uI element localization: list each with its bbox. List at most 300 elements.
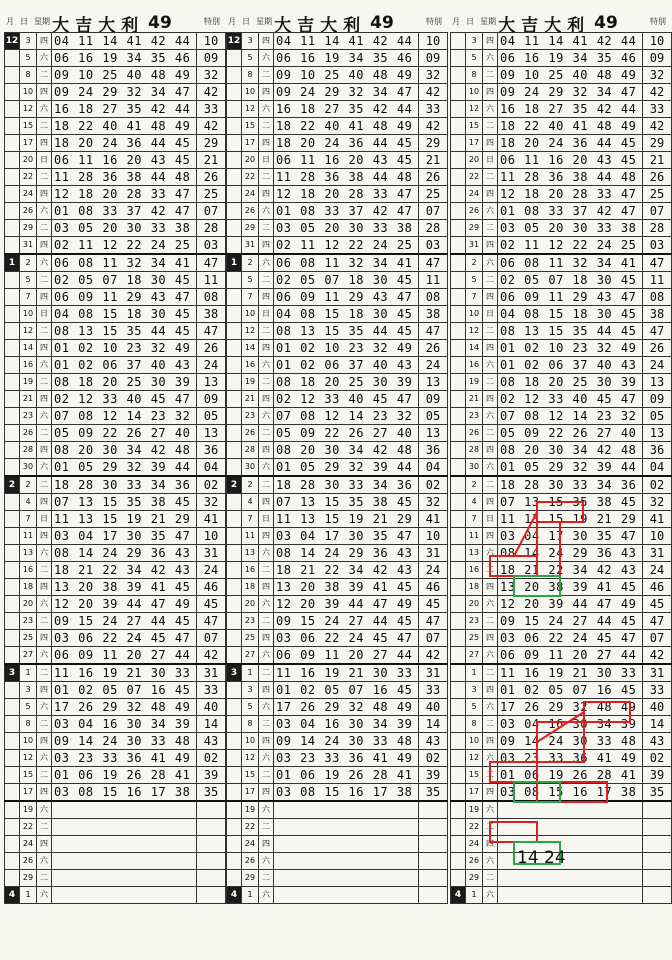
month-cell: [451, 33, 466, 50]
draw-row: [5, 630, 226, 647]
special-cell: 45: [197, 596, 226, 613]
weekday-cell: 二: [483, 870, 498, 887]
special-cell: 45: [419, 596, 448, 613]
month-cell: [451, 67, 466, 84]
month-cell: [451, 101, 466, 118]
day-cell: 19: [242, 801, 259, 819]
special-cell: 11: [197, 272, 226, 289]
weekday-cell: 六: [259, 459, 274, 477]
weekday-cell: 六: [483, 887, 498, 904]
numbers-cell: 02 12 33 40 45 47: [274, 391, 419, 408]
special-cell: 02: [419, 750, 448, 767]
weekday-cell: 日: [259, 306, 274, 323]
month-cell: 12: [5, 33, 20, 50]
day-cell: 30: [466, 459, 483, 477]
special-cell: 03: [197, 237, 226, 255]
special-cell: [643, 801, 672, 819]
special-cell: 13: [197, 425, 226, 442]
draw-row: [5, 203, 226, 220]
numbers-cell: 18 21 22 34 42 43: [498, 562, 643, 579]
draw-row: [451, 118, 672, 135]
numbers-cell: [498, 870, 643, 887]
month-cell: [227, 220, 242, 237]
weekday-cell: 四: [259, 237, 274, 255]
numbers-cell: 04 11 14 41 42 44: [52, 33, 197, 50]
draw-row: [451, 716, 672, 733]
special-cell: 26: [643, 340, 672, 357]
numbers-cell: 06 08 11 32 34 41: [498, 254, 643, 272]
numbers-cell: 12 20 39 44 47 49: [498, 596, 643, 613]
numbers-cell: [52, 853, 197, 870]
title-number: 49: [370, 13, 394, 33]
month-cell: 4: [451, 887, 466, 904]
weekday-cell: 四: [483, 84, 498, 101]
draw-row: [227, 836, 448, 853]
special-cell: 09: [419, 50, 448, 67]
numbers-cell: 03 04 17 30 35 47: [498, 528, 643, 545]
special-cell: 28: [197, 220, 226, 237]
month-cell: [5, 203, 20, 220]
month-cell: [5, 750, 20, 767]
draw-row: [227, 784, 448, 802]
day-cell: 8: [242, 716, 259, 733]
day-cell: 16: [20, 562, 37, 579]
month-cell: [227, 272, 242, 289]
month-cell: [227, 596, 242, 613]
weekday-cell: 六: [37, 357, 52, 374]
weekday-cell: 日: [259, 152, 274, 169]
day-cell: 30: [20, 459, 37, 477]
weekday-cell: 二: [37, 374, 52, 391]
weekday-cell: 六: [37, 254, 52, 272]
special-cell: 42: [643, 118, 672, 135]
weekday-cell: 二: [37, 476, 52, 494]
day-cell: 1: [20, 887, 37, 904]
day-cell: 17: [466, 135, 483, 152]
month-cell: [227, 733, 242, 750]
day-cell: 2: [242, 476, 259, 494]
numbers-cell: 09 10 25 40 48 49: [274, 67, 419, 84]
weekday-cell: 二: [259, 562, 274, 579]
month-cell: [451, 784, 466, 802]
special-cell: 10: [419, 528, 448, 545]
special-cell: 11: [643, 272, 672, 289]
month-cell: [5, 340, 20, 357]
weekday-cell: 二: [483, 272, 498, 289]
draw-row: [227, 819, 448, 836]
month-cell: [227, 340, 242, 357]
month-cell: [5, 272, 20, 289]
day-cell: 24: [466, 836, 483, 853]
draw-row: [451, 733, 672, 750]
month-cell: [227, 801, 242, 819]
day-cell: 24: [20, 836, 37, 853]
weekday-cell: 六: [37, 699, 52, 716]
special-cell: 33: [419, 101, 448, 118]
numbers-cell: 03 23 33 36 41 49: [52, 750, 197, 767]
draw-row: [5, 459, 226, 477]
special-cell: 10: [419, 33, 448, 50]
special-cell: 09: [643, 391, 672, 408]
day-cell: 20: [242, 596, 259, 613]
special-cell: 25: [643, 186, 672, 203]
day-cell: 10: [20, 733, 37, 750]
weekday-cell: 六: [37, 101, 52, 118]
day-cell: 27: [20, 647, 37, 665]
special-cell: 04: [197, 459, 226, 477]
month-cell: [227, 289, 242, 306]
month-cell: [227, 545, 242, 562]
special-cell: 13: [197, 374, 226, 391]
day-cell: 4: [466, 494, 483, 511]
day-cell: 8: [20, 67, 37, 84]
day-cell: 26: [20, 853, 37, 870]
draw-row: [5, 528, 226, 545]
numbers-cell: 02 05 07 18 30 45: [52, 272, 197, 289]
draw-row: [5, 716, 226, 733]
numbers-cell: 08 20 30 34 42 48: [52, 442, 197, 459]
weekday-cell: 四: [483, 494, 498, 511]
draw-row: [5, 767, 226, 784]
month-cell: [451, 476, 466, 494]
draw-row: [451, 50, 672, 67]
draw-row: [451, 562, 672, 579]
month-cell: [5, 767, 20, 784]
month-cell: [227, 853, 242, 870]
day-cell: 15: [466, 118, 483, 135]
numbers-cell: 17 26 29 32 48 49: [274, 699, 419, 716]
numbers-cell: 06 09 11 20 27 44: [274, 647, 419, 665]
numbers-cell: 01 06 19 26 28 41: [52, 767, 197, 784]
draw-row: [451, 442, 672, 459]
month-cell: [227, 459, 242, 477]
day-cell: 8: [466, 67, 483, 84]
numbers-cell: 05 09 22 26 27 40: [274, 425, 419, 442]
draw-row: [451, 511, 672, 528]
weekday-cell: 六: [483, 203, 498, 220]
special-cell: [643, 836, 672, 853]
month-cell: [451, 135, 466, 152]
header-special: 特別: [204, 17, 220, 26]
draw-row: [227, 50, 448, 67]
month-cell: [451, 186, 466, 203]
draw-row: [227, 408, 448, 425]
numbers-cell: 03 08 15 16 17 38: [274, 784, 419, 802]
month-cell: 1: [227, 254, 242, 272]
weekday-cell: 四: [259, 84, 274, 101]
day-cell: 3: [466, 33, 483, 50]
day-cell: 22: [20, 819, 37, 836]
special-cell: 13: [643, 425, 672, 442]
weekday-cell: 四: [259, 733, 274, 750]
numbers-cell: 02 11 12 22 24 25: [274, 237, 419, 255]
weekday-cell: 四: [483, 836, 498, 853]
day-cell: 29: [466, 220, 483, 237]
day-cell: 24: [466, 186, 483, 203]
month-cell: [5, 853, 20, 870]
weekday-cell: 六: [259, 408, 274, 425]
weekday-cell: 二: [483, 476, 498, 494]
special-cell: 45: [643, 596, 672, 613]
draw-row: [451, 887, 672, 904]
draw-row: [5, 33, 226, 50]
special-cell: [197, 853, 226, 870]
day-cell: 11: [466, 528, 483, 545]
special-cell: [643, 853, 672, 870]
draw-row: [227, 613, 448, 630]
draw-row: [227, 562, 448, 579]
weekday-cell: 二: [483, 67, 498, 84]
weekday-cell: 二: [37, 67, 52, 84]
numbers-cell: 08 20 30 34 42 48: [498, 442, 643, 459]
draw-row: [451, 750, 672, 767]
draw-row: [451, 476, 672, 494]
month-cell: [451, 494, 466, 511]
special-cell: 43: [419, 733, 448, 750]
month-cell: [451, 630, 466, 647]
special-cell: 05: [197, 408, 226, 425]
draw-row: [227, 254, 448, 272]
month-cell: [5, 408, 20, 425]
special-cell: 24: [197, 562, 226, 579]
month-cell: [5, 169, 20, 186]
month-cell: [451, 323, 466, 340]
day-cell: 28: [466, 442, 483, 459]
special-cell: 42: [643, 647, 672, 665]
weekday-cell: 六: [37, 750, 52, 767]
special-cell: 09: [419, 391, 448, 408]
weekday-cell: 二: [37, 613, 52, 630]
draw-row: [227, 682, 448, 699]
day-cell: 17: [20, 135, 37, 152]
month-cell: [5, 682, 20, 699]
numbers-cell: 18 20 24 36 44 45: [498, 135, 643, 152]
day-cell: 22: [466, 819, 483, 836]
day-cell: 25: [466, 630, 483, 647]
numbers-cell: 09 24 29 32 34 47: [274, 84, 419, 101]
day-cell: 5: [20, 272, 37, 289]
special-cell: 31: [419, 664, 448, 682]
draw-row: [227, 169, 448, 186]
day-cell: 12: [242, 101, 259, 118]
month-cell: [451, 579, 466, 596]
special-cell: 02: [197, 476, 226, 494]
special-cell: 05: [419, 408, 448, 425]
draw-row: [5, 323, 226, 340]
weekday-cell: 四: [37, 682, 52, 699]
special-cell: 36: [197, 442, 226, 459]
special-cell: [419, 853, 448, 870]
special-cell: 40: [419, 699, 448, 716]
day-cell: 19: [20, 374, 37, 391]
weekday-cell: 四: [37, 391, 52, 408]
special-cell: 40: [197, 699, 226, 716]
special-cell: [419, 836, 448, 853]
day-cell: 21: [20, 391, 37, 408]
special-cell: 46: [419, 579, 448, 596]
numbers-cell: 03 05 20 30 33 38: [498, 220, 643, 237]
special-cell: 07: [643, 203, 672, 220]
weekday-cell: 二: [483, 716, 498, 733]
day-cell: 16: [242, 357, 259, 374]
draw-row: [5, 562, 226, 579]
draw-row: [227, 67, 448, 84]
special-cell: 07: [197, 203, 226, 220]
day-cell: 28: [242, 442, 259, 459]
numbers-cell: 03 06 22 24 45 47: [52, 630, 197, 647]
weekday-cell: 四: [483, 528, 498, 545]
numbers-cell: 01 08 33 37 42 47: [498, 203, 643, 220]
day-cell: 2: [20, 476, 37, 494]
special-cell: 33: [643, 682, 672, 699]
month-cell: 4: [227, 887, 242, 904]
day-cell: 13: [242, 545, 259, 562]
draw-row: [5, 613, 226, 630]
draw-row: [5, 511, 226, 528]
month-cell: [5, 511, 20, 528]
special-cell: [419, 801, 448, 819]
month-cell: [5, 135, 20, 152]
weekday-cell: 六: [37, 408, 52, 425]
weekday-cell: 四: [259, 630, 274, 647]
draw-row: [451, 647, 672, 665]
day-cell: 18: [466, 579, 483, 596]
weekday-cell: 日: [483, 152, 498, 169]
special-cell: 38: [643, 306, 672, 323]
numbers-cell: 08 18 20 25 30 39: [52, 374, 197, 391]
day-cell: 29: [466, 870, 483, 887]
weekday-cell: 六: [37, 459, 52, 477]
month-cell: [5, 716, 20, 733]
special-cell: 31: [197, 664, 226, 682]
day-cell: 10: [466, 306, 483, 323]
special-cell: 25: [419, 186, 448, 203]
special-cell: 38: [419, 306, 448, 323]
day-cell: 5: [242, 50, 259, 67]
weekday-cell: 四: [37, 84, 52, 101]
weekday-cell: 六: [259, 357, 274, 374]
month-cell: [227, 528, 242, 545]
month-cell: [227, 306, 242, 323]
weekday-cell: 二: [259, 220, 274, 237]
special-cell: [643, 870, 672, 887]
special-cell: [643, 819, 672, 836]
special-cell: 41: [643, 511, 672, 528]
draw-row: [5, 118, 226, 135]
draw-row: [5, 254, 226, 272]
weekday-cell: 四: [37, 494, 52, 511]
month-cell: [451, 272, 466, 289]
header-month: 月: [452, 17, 460, 26]
weekday-cell: 六: [483, 545, 498, 562]
special-cell: 29: [197, 135, 226, 152]
draw-row: [451, 596, 672, 613]
day-cell: 3: [242, 682, 259, 699]
numbers-cell: 12 18 20 28 33 47: [52, 186, 197, 203]
month-cell: [5, 84, 20, 101]
day-cell: 3: [242, 33, 259, 50]
month-cell: [451, 767, 466, 784]
numbers-cell: 06 09 11 20 27 44: [498, 647, 643, 665]
month-cell: [5, 733, 20, 750]
special-cell: [197, 801, 226, 819]
draw-row: [5, 272, 226, 289]
special-cell: 09: [197, 391, 226, 408]
special-cell: 10: [643, 33, 672, 50]
day-cell: 22: [242, 819, 259, 836]
special-cell: 43: [643, 733, 672, 750]
draw-row: [451, 819, 672, 836]
special-cell: 42: [419, 647, 448, 665]
month-cell: [451, 425, 466, 442]
draw-row: [227, 630, 448, 647]
numbers-cell: 18 20 24 36 44 45: [274, 135, 419, 152]
day-cell: 5: [466, 699, 483, 716]
weekday-cell: 四: [259, 442, 274, 459]
day-cell: 22: [20, 169, 37, 186]
month-cell: [227, 118, 242, 135]
draw-row: [5, 391, 226, 408]
special-cell: 10: [197, 528, 226, 545]
numbers-cell: 03 04 16 30 34 39: [52, 716, 197, 733]
numbers-cell: 02 05 07 18 30 45: [498, 272, 643, 289]
month-cell: [227, 203, 242, 220]
special-cell: 32: [643, 494, 672, 511]
numbers-cell: 03 05 20 30 33 38: [274, 220, 419, 237]
weekday-cell: 四: [259, 528, 274, 545]
day-cell: 2: [466, 476, 483, 494]
numbers-cell: 08 18 20 25 30 39: [498, 374, 643, 391]
draw-row: [451, 579, 672, 596]
numbers-cell: 18 28 30 33 34 36: [274, 476, 419, 494]
month-cell: [5, 289, 20, 306]
special-cell: 47: [197, 323, 226, 340]
weekday-cell: 二: [259, 272, 274, 289]
draw-row: [451, 152, 672, 169]
weekday-cell: 四: [259, 135, 274, 152]
numbers-cell: 12 20 39 44 47 49: [274, 596, 419, 613]
special-cell: 21: [643, 152, 672, 169]
day-cell: 7: [20, 511, 37, 528]
draw-row: [451, 801, 672, 819]
numbers-cell: [52, 801, 197, 819]
header-weekday: 星期: [480, 17, 496, 26]
weekday-cell: 六: [37, 801, 52, 819]
day-cell: 17: [242, 784, 259, 802]
numbers-cell: 09 24 29 32 34 47: [498, 84, 643, 101]
numbers-cell: 03 04 16 30 34 39: [274, 716, 419, 733]
weekday-cell: 六: [37, 50, 52, 67]
draw-row: [5, 664, 226, 682]
numbers-cell: [498, 819, 643, 836]
weekday-cell: 六: [37, 596, 52, 613]
special-cell: 31: [419, 545, 448, 562]
day-cell: 23: [466, 613, 483, 630]
day-cell: 12: [466, 323, 483, 340]
draw-row: [451, 306, 672, 323]
special-cell: 13: [419, 425, 448, 442]
month-cell: [227, 101, 242, 118]
weekday-cell: 二: [259, 870, 274, 887]
special-cell: 24: [419, 357, 448, 374]
day-cell: 28: [20, 442, 37, 459]
month-cell: [451, 545, 466, 562]
special-cell: 47: [643, 323, 672, 340]
day-cell: 29: [20, 870, 37, 887]
draw-row: [5, 186, 226, 203]
numbers-cell: 03 04 17 30 35 47: [52, 528, 197, 545]
weekday-cell: 二: [37, 767, 52, 784]
